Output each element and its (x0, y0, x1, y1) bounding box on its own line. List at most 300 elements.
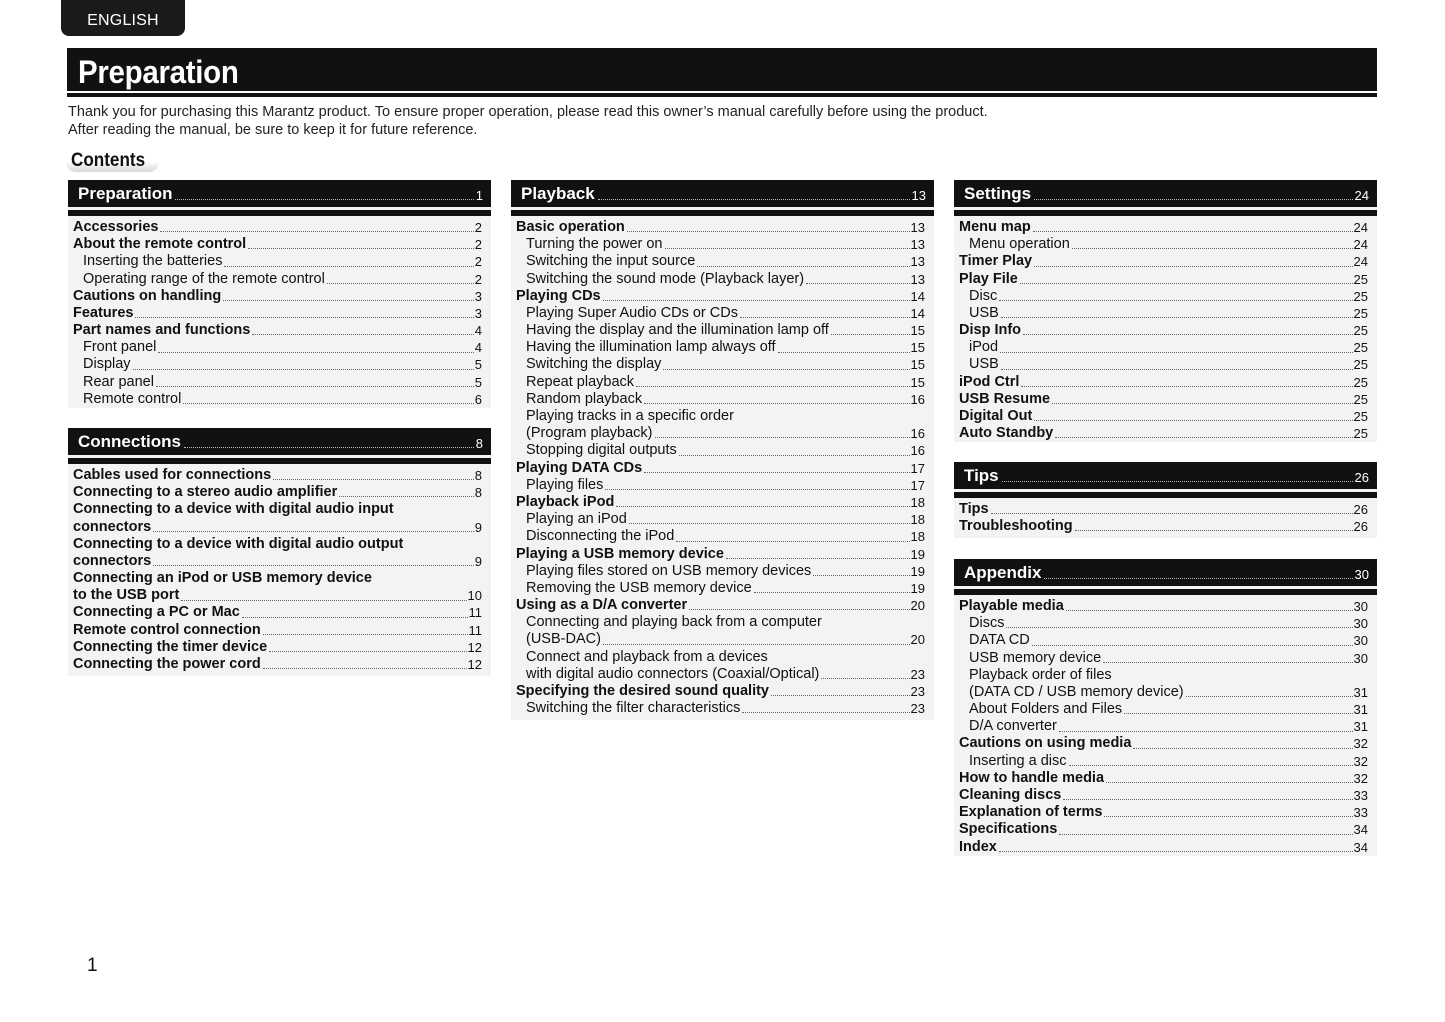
toc-entry-title: Basic operation (516, 218, 625, 235)
toc-entry[interactable] (73, 305, 482, 322)
toc-section-connections (68, 428, 491, 676)
dot-leader (1104, 816, 1352, 817)
toc-entry[interactable] (73, 322, 482, 339)
dot-leader (999, 851, 1353, 852)
dot-leader (1069, 765, 1353, 766)
toc-entry[interactable] (516, 219, 925, 236)
toc-entry-title: Stopping digital outputs (526, 442, 677, 459)
toc-entry[interactable] (73, 622, 482, 639)
toc-entry-title: Switching the filter characteristics (526, 700, 741, 717)
toc-entry-list (511, 216, 934, 721)
toc-entry-page: 18 (910, 494, 925, 510)
toc-entry-page: 32 (1353, 753, 1368, 769)
toc-entry-title: (USB-DAC) (526, 631, 601, 648)
toc-entry-title: Connect and playback from a devices (526, 648, 768, 665)
toc-entry[interactable] (516, 288, 925, 305)
toc-entry-page: 2 (474, 254, 482, 270)
dot-leader (726, 558, 910, 559)
toc-entry[interactable] (516, 700, 925, 717)
toc-entry-title: Switching the sound mode (Playback layer) (526, 270, 805, 287)
toc-entry-title: Tips (959, 500, 989, 517)
toc-entry-title: Inserting the batteries (83, 253, 223, 270)
section-page: 1 (475, 188, 483, 203)
dot-leader (1032, 645, 1353, 646)
dot-leader (327, 283, 474, 284)
dot-leader (1044, 578, 1352, 579)
toc-entry[interactable] (73, 467, 482, 484)
toc-entry[interactable] (516, 528, 925, 545)
toc-entry[interactable] (516, 305, 925, 322)
dot-leader (1106, 782, 1353, 783)
title-divider (67, 93, 1377, 97)
toc-entry-title: Connecting to a stereo audio amplifier (73, 484, 338, 501)
toc-entry-title: Inserting a disc (969, 752, 1067, 769)
dot-leader (1006, 627, 1352, 628)
toc-entry-page: 13 (910, 237, 925, 253)
toc-entry-title: USB (969, 304, 999, 321)
dot-leader (1063, 799, 1352, 800)
dot-leader (252, 334, 474, 335)
toc-entry-title: to the USB port (73, 587, 180, 604)
toc-entry[interactable] (516, 614, 925, 631)
toc-entry-title: Timer Play (959, 253, 1033, 270)
toc-entry[interactable] (959, 518, 1368, 535)
dot-leader (1124, 713, 1352, 714)
toc-entry-page: 4 (474, 340, 482, 356)
dot-leader (1020, 283, 1353, 284)
toc-entry-title: Playing an iPod (526, 511, 627, 528)
dot-leader (273, 479, 474, 480)
dot-leader (813, 575, 909, 576)
toc-entry[interactable] (959, 253, 1368, 270)
toc-entry-title: Using as a D/A converter (516, 597, 688, 614)
dot-leader (679, 455, 910, 456)
section-header[interactable] (68, 180, 491, 207)
toc-entry-page: 13 (910, 219, 925, 235)
toc-entry-title: Having the illumination lamp always off (526, 339, 776, 356)
toc-entry[interactable] (516, 425, 925, 442)
toc-entry[interactable] (959, 615, 1368, 632)
toc-entry[interactable] (73, 484, 482, 501)
toc-entry-title: Connecting the timer device (73, 638, 268, 655)
intro-line: After reading the manual, be sure to keep it for future reference. (68, 121, 478, 138)
dot-leader (603, 300, 910, 301)
toc-entry[interactable] (516, 357, 925, 374)
section-header[interactable] (68, 428, 491, 455)
toc-entry-title: Accessories (73, 218, 159, 235)
toc-entry-title: Random playback (526, 390, 643, 407)
toc-entry-title: Playing files (526, 476, 604, 493)
toc-entry[interactable] (73, 570, 482, 587)
toc-entry[interactable] (73, 288, 482, 305)
toc-entry-page: 34 (1353, 822, 1368, 838)
toc-entry-page: 31 (1353, 702, 1368, 718)
toc-entry-list (68, 464, 491, 677)
toc-entry[interactable] (73, 536, 482, 553)
toc-entry[interactable] (73, 605, 482, 622)
toc-entry[interactable] (516, 632, 925, 649)
toc-entry[interactable] (959, 770, 1368, 787)
toc-entry[interactable] (516, 666, 925, 683)
toc-entry[interactable] (516, 236, 925, 253)
toc-entry-list (954, 216, 1377, 446)
dot-leader (1021, 386, 1352, 387)
toc-entry-title: D/A converter (969, 718, 1057, 735)
toc-entry-title: (DATA CD / USB memory device) (969, 683, 1184, 700)
dot-leader (160, 231, 473, 232)
toc-entry-title: iPod (969, 339, 999, 356)
toc-entry[interactable] (959, 271, 1368, 288)
toc-entry-page: 15 (910, 323, 925, 339)
toc-entry-page: 16 (910, 391, 925, 407)
contents-heading-text: Contents (71, 150, 146, 171)
page-title-bar (67, 48, 1377, 91)
dot-leader (158, 352, 473, 353)
toc-entry-page: 12 (467, 639, 482, 655)
toc-entry-title: Cleaning discs (959, 787, 1062, 804)
toc-entry-list (954, 498, 1377, 539)
dot-leader (1075, 530, 1353, 531)
toc-entry[interactable] (959, 408, 1368, 425)
toc-entry-page: 25 (1353, 305, 1368, 321)
toc-entry[interactable] (959, 684, 1368, 701)
toc-entry-title: Play File (959, 270, 1018, 287)
toc-entry[interactable] (73, 656, 482, 673)
language-tab[interactable] (61, 0, 185, 36)
toc-section-appendix (954, 559, 1377, 856)
dot-leader (1000, 352, 1353, 353)
toc-entry-page: 30 (1353, 616, 1368, 632)
dot-leader (1033, 231, 1353, 232)
dot-leader (1066, 610, 1353, 611)
toc-entry-page: 8 (474, 485, 482, 501)
toc-entry-page: 32 (1353, 736, 1368, 752)
toc-entry[interactable] (959, 804, 1368, 821)
toc-entry-title: Disp Info (959, 322, 1022, 339)
dot-leader (175, 199, 473, 200)
toc-entry-title: Playback order of files (969, 666, 1112, 683)
toc-entry-title: Having the display and the illumination lamp off (526, 322, 829, 339)
toc-section-playback (511, 180, 934, 720)
toc-entry[interactable] (959, 339, 1368, 356)
toc-entry-list (68, 216, 491, 412)
toc-entry[interactable] (73, 219, 482, 236)
toc-entry[interactable] (516, 408, 925, 425)
section-title: Appendix (964, 563, 1042, 582)
toc-entry-page: 11 (468, 605, 482, 621)
toc-entry-page: 15 (910, 340, 925, 356)
dot-leader (665, 248, 910, 249)
toc-entry[interactable] (516, 511, 925, 528)
dot-leader (771, 695, 910, 696)
toc-entry[interactable] (959, 501, 1368, 518)
toc-entry-page: 8 (474, 467, 482, 483)
dot-leader (1034, 199, 1352, 200)
toc-entry-title: Cautions on using media (959, 735, 1132, 752)
dot-leader (242, 617, 468, 618)
section-title: Tips (964, 466, 999, 485)
toc-entry[interactable] (959, 357, 1368, 374)
toc-entry-title: DATA CD (969, 632, 1030, 649)
toc-entry[interactable] (516, 546, 925, 563)
toc-entry-title: Connecting to a device with digital audio input (73, 501, 394, 518)
section-header[interactable] (954, 180, 1377, 207)
toc-entry-page: 26 (1353, 519, 1368, 535)
toc-entry[interactable] (516, 597, 925, 614)
toc-entry-title: About Folders and Files (969, 701, 1123, 718)
toc-entry-title: Switching the display (526, 356, 662, 373)
toc-entry-page: 16 (910, 426, 925, 442)
toc-entry-title: Connecting to a device with digital audio output (73, 535, 404, 552)
toc-entry-page: 25 (1353, 426, 1368, 442)
toc-entry[interactable] (73, 639, 482, 656)
dot-leader (697, 266, 909, 267)
dot-leader (181, 600, 466, 601)
toc-entry-page: 30 (1353, 633, 1368, 649)
dot-leader (689, 609, 909, 610)
toc-entry-title: Troubleshooting (959, 518, 1073, 535)
toc-entry[interactable] (516, 442, 925, 459)
toc-section-preparation (68, 180, 491, 408)
toc-entry[interactable] (959, 787, 1368, 804)
toc-entry-page: 30 (1353, 598, 1368, 614)
dot-leader (754, 592, 910, 593)
dot-leader (740, 317, 910, 318)
toc-entry-title: Cautions on handling (73, 287, 222, 304)
toc-entry-page: 23 (910, 701, 925, 717)
page-number: 1 (87, 955, 98, 976)
toc-entry[interactable] (516, 563, 925, 580)
toc-entry-title: Front panel (83, 339, 157, 356)
toc-entry[interactable] (73, 501, 482, 518)
toc-entry-page: 31 (1353, 719, 1368, 735)
toc-entry[interactable] (516, 339, 925, 356)
toc-entry-title: Repeat playback (526, 373, 635, 390)
toc-entry-title: Remote control connection (73, 621, 261, 638)
toc-entry[interactable] (959, 219, 1368, 236)
toc-entry[interactable] (73, 374, 482, 391)
toc-entry[interactable] (959, 391, 1368, 408)
toc-entry[interactable] (516, 271, 925, 288)
toc-entry-page: 11 (468, 622, 482, 638)
toc-entry[interactable] (959, 753, 1368, 770)
dot-leader (263, 634, 468, 635)
toc-entry-title: connectors (73, 518, 152, 535)
toc-entry[interactable] (959, 374, 1368, 391)
dot-leader (184, 447, 474, 448)
toc-entry-title: Explanation of terms (959, 804, 1103, 821)
toc-entry[interactable] (959, 425, 1368, 442)
toc-entry[interactable] (959, 667, 1368, 684)
toc-entry[interactable] (73, 339, 482, 356)
toc-entry[interactable] (73, 236, 482, 253)
toc-entry-title: Disconnecting the iPod (526, 528, 675, 545)
toc-entry-page: 25 (1353, 288, 1368, 304)
toc-entry-page: 19 (910, 546, 925, 562)
dot-leader (1103, 662, 1352, 663)
toc-entry-title: connectors (73, 552, 152, 569)
dot-leader (269, 651, 466, 652)
toc-entry[interactable] (73, 391, 482, 408)
toc-entry-page: 5 (474, 357, 482, 373)
toc-entry-title: Features (73, 304, 134, 321)
dot-leader (821, 678, 909, 679)
dot-leader (153, 565, 474, 566)
toc-entry-title: Connecting an iPod or USB memory device (73, 570, 372, 587)
section-page: 26 (1354, 470, 1369, 485)
dot-leader (742, 712, 909, 713)
toc-entry-title: Menu operation (969, 236, 1070, 253)
dot-leader (1001, 317, 1353, 318)
toc-entry[interactable] (959, 701, 1368, 718)
toc-entry[interactable] (959, 718, 1368, 735)
toc-entry-page: 2 (474, 237, 482, 253)
toc-entry-page: 30 (1353, 650, 1368, 666)
toc-entry-page: 17 (910, 460, 925, 476)
toc-entry-page: 3 (474, 305, 482, 321)
section-header[interactable] (954, 559, 1377, 586)
toc-entry[interactable] (516, 494, 925, 511)
toc-entry[interactable] (516, 391, 925, 408)
toc-entry-page: 2 (474, 219, 482, 235)
toc-entry-title: USB memory device (969, 649, 1102, 666)
intro-line: Thank you for purchasing this Marantz product. To ensure proper operation, please read this owner’s manual carefully before using the product. (68, 104, 988, 120)
toc-entry[interactable] (959, 322, 1368, 339)
dot-leader (183, 403, 473, 404)
section-title: Preparation (78, 184, 173, 203)
dot-leader (1186, 696, 1353, 697)
toc-entry[interactable] (73, 553, 482, 570)
toc-entry[interactable] (516, 253, 925, 270)
toc-entry-page: 17 (910, 477, 925, 493)
dot-leader (1055, 437, 1352, 438)
toc-entry-title: USB (969, 356, 999, 373)
toc-entry[interactable] (516, 322, 925, 339)
toc-entry[interactable] (959, 598, 1368, 615)
toc-entry-title: Connecting the power cord (73, 656, 261, 673)
section-header[interactable] (954, 462, 1377, 489)
toc-entry-title: Index (959, 838, 997, 855)
dot-leader (778, 352, 910, 353)
toc-entry[interactable] (516, 683, 925, 700)
dot-leader (1001, 369, 1353, 370)
dot-leader (153, 531, 474, 532)
toc-entry-page: 4 (474, 323, 482, 339)
toc-entry-title: Menu map (959, 218, 1031, 235)
toc-entry-title: Digital Out (959, 408, 1033, 425)
toc-entry[interactable] (959, 236, 1368, 253)
toc-entry[interactable] (73, 253, 482, 270)
toc-entry-page: 24 (1353, 237, 1368, 253)
toc-entry-page: 18 (910, 529, 925, 545)
toc-entry-page: 23 (910, 684, 925, 700)
toc-entry-page: 14 (910, 288, 925, 304)
section-page: 8 (475, 436, 483, 451)
toc-entry[interactable] (73, 357, 482, 374)
toc-section-tips (954, 462, 1377, 538)
toc-entry-title: About the remote control (73, 236, 247, 253)
toc-entry-page: 26 (1353, 501, 1368, 517)
section-page: 13 (911, 188, 926, 203)
section-page: 30 (1354, 567, 1369, 582)
dot-leader (1034, 266, 1352, 267)
toc-entry[interactable] (959, 632, 1368, 649)
toc-entry-title: Operating range of the remote control (83, 270, 325, 287)
toc-entry[interactable] (73, 587, 482, 604)
section-title: Settings (964, 184, 1032, 203)
toc-entry-title: Removing the USB memory device (526, 579, 752, 596)
toc-entry-page: 15 (910, 374, 925, 390)
dot-leader (999, 300, 1352, 301)
dot-leader (663, 369, 909, 370)
toc-entry[interactable] (516, 374, 925, 391)
dot-leader (676, 541, 909, 542)
toc-entry-title: Specifying the desired sound quality (516, 683, 769, 700)
dot-leader (223, 300, 474, 301)
toc-entry-title: iPod Ctrl (959, 373, 1020, 390)
toc-entry-page: 20 (910, 598, 925, 614)
toc-entry-page: 25 (1353, 409, 1368, 425)
toc-entry-page: 14 (910, 305, 925, 321)
toc-entry-title: Playing DATA CDs (516, 459, 643, 476)
toc-entry-page: 31 (1353, 684, 1368, 700)
dot-leader (1052, 403, 1352, 404)
toc-entry[interactable] (959, 821, 1368, 838)
toc-entry-page: 24 (1353, 219, 1368, 235)
toc-entry[interactable] (959, 288, 1368, 305)
dot-leader (644, 472, 909, 473)
section-page: 24 (1354, 188, 1369, 203)
toc-entry[interactable] (959, 650, 1368, 667)
toc-entry[interactable] (516, 477, 925, 494)
toc-entry-title: USB Resume (959, 390, 1051, 407)
toc-entry-title: Playing files stored on USB memory devices (526, 562, 812, 579)
toc-entry-title: Turning the power on (526, 236, 663, 253)
toc-entry-page: 6 (474, 391, 482, 407)
toc-entry-title: (Program playback) (526, 425, 653, 442)
dot-leader (1002, 481, 1353, 482)
toc-entry-page: 20 (910, 632, 925, 648)
toc-entry[interactable] (516, 580, 925, 597)
toc-entry[interactable] (516, 460, 925, 477)
toc-entry[interactable] (959, 736, 1368, 753)
toc-entry-page: 9 (474, 553, 482, 569)
toc-entry[interactable] (959, 305, 1368, 322)
toc-entry[interactable] (959, 839, 1368, 856)
dot-leader (1072, 248, 1353, 249)
dot-leader (1059, 731, 1353, 732)
toc-entry[interactable] (516, 649, 925, 666)
dot-leader (1133, 748, 1352, 749)
toc-entry-title: Playing tracks in a specific order (526, 408, 734, 425)
dot-leader (629, 523, 910, 524)
toc-entry-page: 33 (1353, 805, 1368, 821)
page-title: Preparation (78, 54, 239, 90)
toc-entry[interactable] (73, 271, 482, 288)
toc-entry-page: 25 (1353, 391, 1368, 407)
toc-entry-page: 25 (1353, 374, 1368, 390)
toc-entry-page: 25 (1353, 323, 1368, 339)
toc-entry[interactable] (73, 519, 482, 536)
dot-leader (248, 248, 474, 249)
toc-entry-page: 16 (910, 443, 925, 459)
toc-entry-title: Playing CDs (516, 287, 601, 304)
section-header[interactable] (511, 180, 934, 207)
language-tab-label: ENGLISH (87, 12, 159, 29)
dot-leader (133, 369, 474, 370)
dot-leader (263, 668, 467, 669)
dot-leader (991, 513, 1353, 514)
